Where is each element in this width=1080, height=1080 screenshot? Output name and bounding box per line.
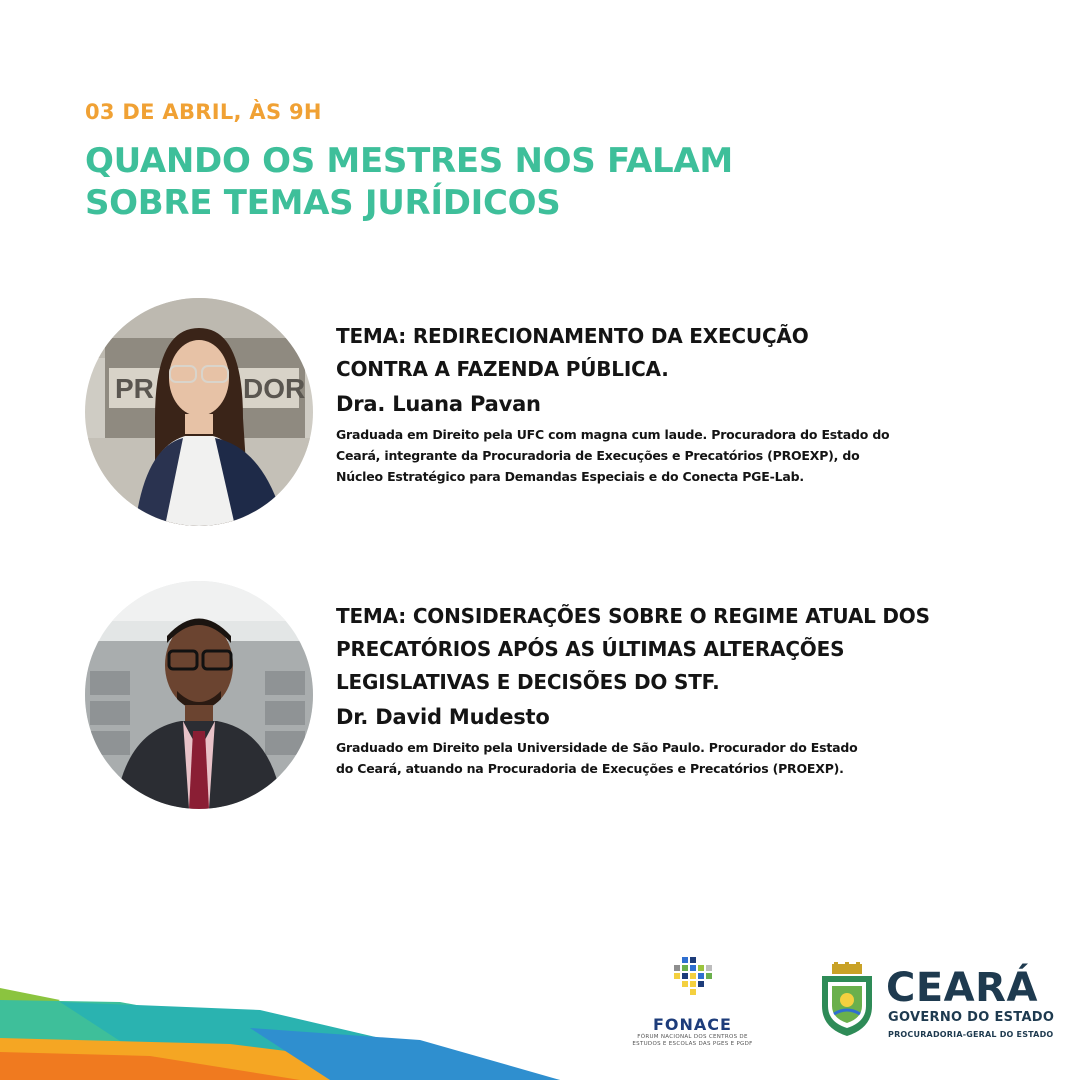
speaker-topic-line: PRECATÓRIOS APÓS AS ÚLTIMAS ALTERAÇÕES xyxy=(336,637,845,661)
speaker-bio-line: Núcleo Estratégico para Demandas Especiais e do Conecta PGE-Lab. xyxy=(336,469,804,484)
speaker-topic xyxy=(336,320,976,386)
fonace-mosaic-icon xyxy=(668,955,718,1003)
speaker-bio-line: Graduada em Direito pela UFC com magna cum laude. Procuradora do Estado do xyxy=(336,427,890,442)
speaker-topic-line: TEMA: REDIRECIONAMENTO DA EXECUÇÃO xyxy=(336,324,809,348)
speaker-bio-line: Ceará, integrante da Procuradoria de Execuções e Precatórios (PROEXP), do xyxy=(336,448,860,463)
fonace-subtitle-line: FÓRUM NACIONAL DOS CENTROS DE xyxy=(637,1034,748,1040)
fonace-subtitle xyxy=(620,1034,765,1048)
speaker-topic xyxy=(336,600,996,699)
svg-text:DOR: DOR xyxy=(243,373,306,404)
speaker-block-luana xyxy=(336,320,976,487)
speaker-bio xyxy=(336,737,996,779)
ceara-crest-icon xyxy=(818,962,876,1038)
svg-text:PR: PR xyxy=(115,373,154,404)
fonace-name: FONACE xyxy=(653,1015,732,1034)
ceara-government-label: GOVERNO DO ESTADO xyxy=(888,1010,1055,1025)
speaker-topic-line: TEMA: CONSIDERAÇÕES SOBRE O REGIME ATUAL DOS xyxy=(336,604,930,628)
speaker-bio-line: Graduado em Direito pela Universidade de São Paulo. Procurador do Estado xyxy=(336,740,858,755)
speaker-photo-luana xyxy=(85,298,313,526)
ceara-name: CEARÁ xyxy=(886,965,1038,1011)
speaker-photo-david xyxy=(85,581,313,809)
ceara-logo xyxy=(818,962,1058,1042)
event-title-line: QUANDO OS MESTRES NOS FALAM xyxy=(85,141,733,181)
speaker-topic-line: CONTRA A FAZENDA PÚBLICA. xyxy=(336,357,669,381)
speaker-topic-line: LEGISLATIVAS E DECISÕES DO STF. xyxy=(336,670,720,694)
speaker-block-david xyxy=(336,600,996,779)
ceara-pge-label: PROCURADORIA-GERAL DO ESTADO xyxy=(888,1030,1054,1039)
decorative-stripes xyxy=(0,980,560,1080)
speaker-bio xyxy=(336,424,976,487)
event-title xyxy=(85,140,733,224)
fonace-subtitle-line: ESTUDOS E ESCOLAS DAS PGES E PGDF xyxy=(632,1041,753,1047)
speaker-name: Dra. Luana Pavan xyxy=(336,392,541,416)
event-date: 03 DE ABRIL, ÀS 9H xyxy=(85,100,322,124)
speaker-name: Dr. David Mudesto xyxy=(336,705,550,729)
event-title-line: SOBRE TEMAS JURÍDICOS xyxy=(85,183,561,223)
speaker-bio-line: do Ceará, atuando na Procuradoria de Execuções e Precatórios (PROEXP). xyxy=(336,761,844,776)
fonace-logo xyxy=(620,955,765,1048)
